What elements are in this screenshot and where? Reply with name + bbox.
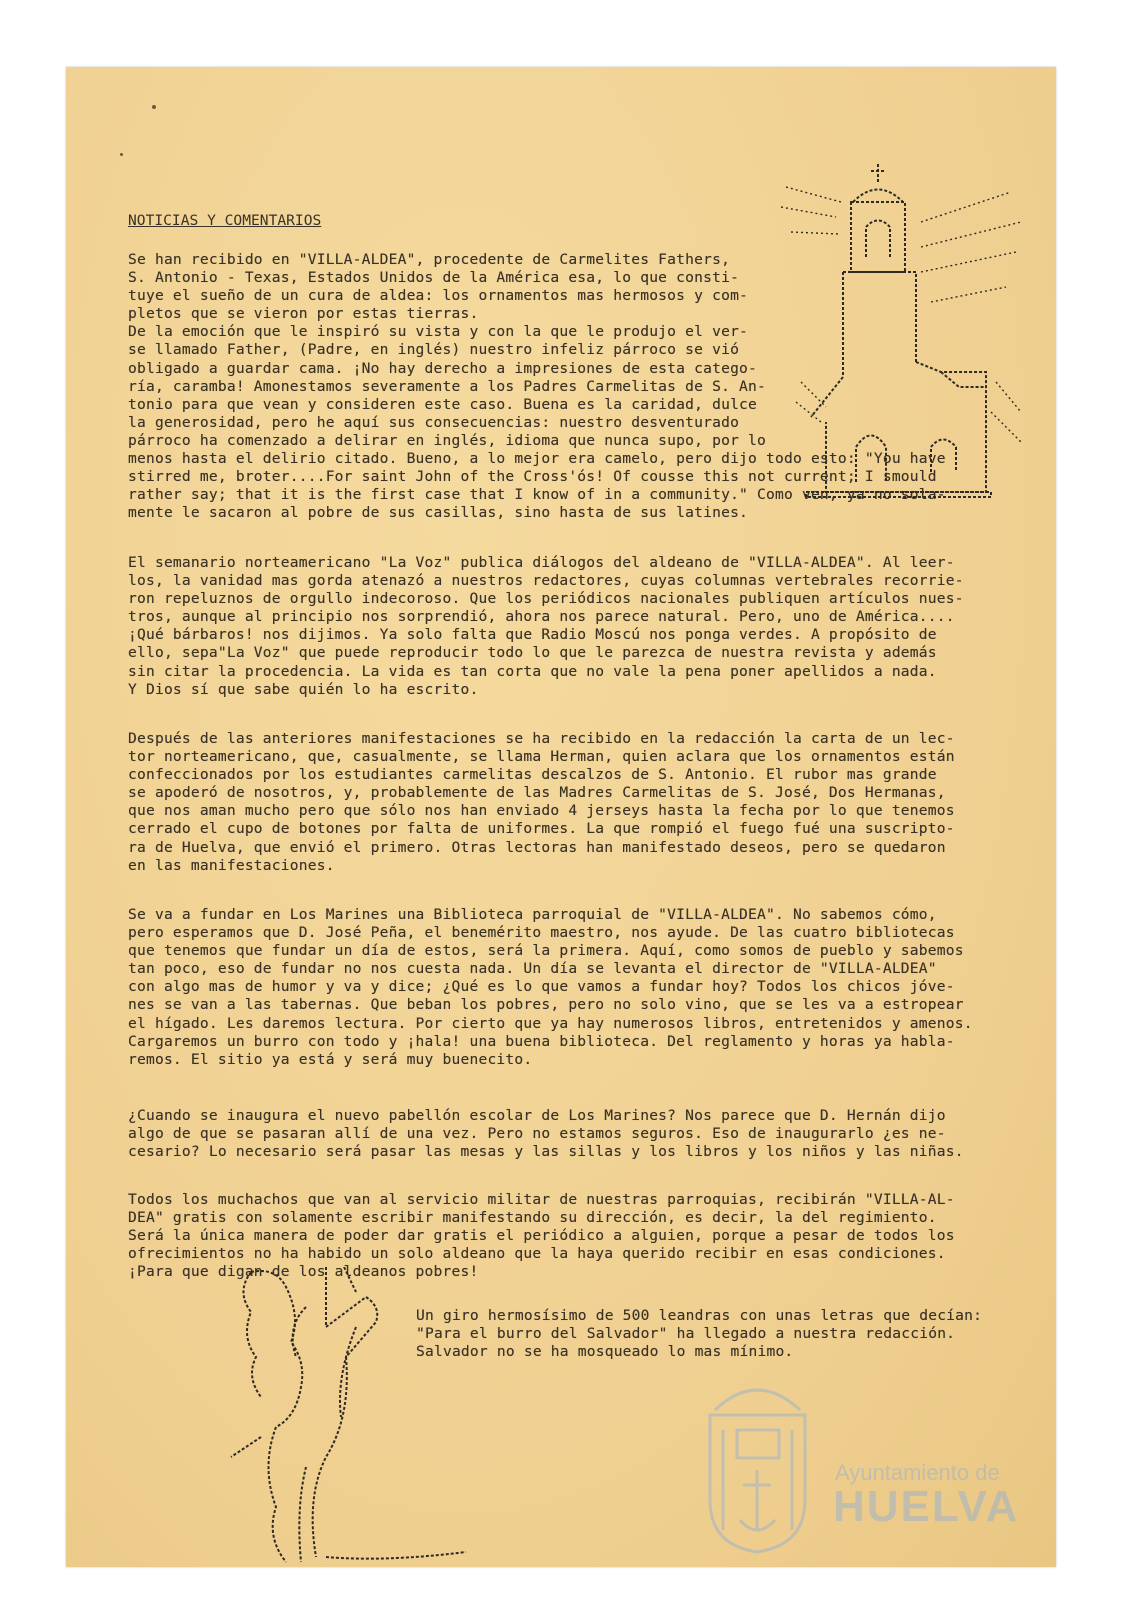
watermark: [695, 1370, 1025, 1560]
paragraph-school-pavilion: ¿Cuando se inaugura el nuevo pabellón escolar de Los Marines? Nos parece que D. Hernán dijo algo de que se pasaran allí de una vez. Pero no estamos seguros. Eso de inaugurarlo ¿es ne- cesario? Lo necesario será pasar las mesas y las sillas y los libros y los niños y las niñas.: [128, 1107, 964, 1161]
coat-of-arms-icon: [695, 1370, 820, 1555]
paragraph-library: Se va a fundar en Los Marines una Biblioteca parroquial de "VILLA-ALDEA". No sabemos cómo, pero esperamos que D. José Peña, el benemérito maestro, nos ayude. De las cuatro bibliotecas que tenemos que fundar un día de estos, será la primera. Aquí, como somos de pueblo y sabemos tan poco, eso de fundar no nos cuesta nada. Un día se levanta el director de "VILLA-ALDEA" con algo mas de humor y va y dice; ¿Qué es lo que vamos a fundar hoy? Todos los chicos jóve- nes se van a las tabernas. Que beban los pobres, pero no solo vino, que se les va a estropear el hígado. Les daremos lectura. Por cierto que ya hay numerosos libros, entretenidos y amenos. Cargaremos un burro con todo y ¡hala! una buena biblioteca. Del reglamento y horas ya habla- remos. El sitio ya está y será muy buenecito.: [128, 906, 973, 1068]
paragraph-herman-letter: Después de las anteriores manifestaciones se ha recibido en la redacción la carta de un lec- tor norteamericano, que, casualmente, se llama Herman, quien aclara que los ornamentos están confeccionados por los estudiantes carmelitas descalzos de S. Antonio. El rubor mas grande se apoderó de nosotros, y, probablemente de las Madres Carmelitas de S. José, Dos Hermanas, que nos aman mucho pero que sólo nos han enviado 4 jerseys hasta la fecha por lo que tenemos cerrado el cupo de botones por falta de uniformes. La que rompió el fuego fué una suscripto- ra de Huelva, que envió el primero. Otras lectoras han manifestado deseos, pero se quedaron en las manifestaciones.: [128, 730, 955, 874]
watermark-line2: HUELVA: [833, 1482, 1020, 1531]
paragraph-military-service: Todos los muchachos que van al servicio militar de nuestras parroquias, recibirán "VILLA-AL- DEA" gratis con solamente escribir manifestando su dirección, es decir, la del regimiento. Será la única manera de poder dar gratis el periódico a alguien, porque a pesar de todos los ofrecimientos no ha habido un solo aldeano que la haya querido recibir en esas condiciones. ¡Para que digan de los aldeanos pobres!: [128, 1191, 955, 1281]
paragraph-la-voz: El semanario norteamericano "La Voz" publica diálogos del aldeano de "VILLA-ALDEA". Al leer- los, la vanidad mas gorda atenazó a nuestros redactores, cuyas columnas vertebrales recorrie- ron repeluznos de orgullo indecoroso. Que los periódicos nacionales publiquen artículos nues- tros, aunque al principio nos sorprendió, ahora nos parece natural. Pero, uno de América.... ¡Qué bárbaros! nos dijimos. Ya solo falta que Radio Moscú nos ponga verdes. A propósito de ello, sepa"La Voz" que puede reproducir todo lo que le parezca de nuestra revista y además sin citar la procedencia. La vida es tan corta que no vale la pena poner apellidos a nada. Y Dios sí que sabe quién lo ha escrito.: [128, 554, 964, 698]
ink-speck: [152, 105, 156, 109]
donkey-illustration: [206, 1267, 486, 1567]
paragraph-ornaments: Se han recibido en "VILLA-ALDEA", procedente de Carmelites Fathers, S. Antonio - Texas, Estados Unidos de la América esa, lo que consti- tuye el sueño de un cura de aldea: los ornamentos mas hermosos y com- pletos que se vieron por estas tierras. De la emoción que le inspiró su vista y con la que le produjo el ver- se llamado Father, (Padre, en inglés) nuestro infeliz párroco se vió obligado a guardar cama. ¡No hay derecho a impresiones de esta catego- ría, caramba! Amonestamos severamente a los Padres Carmelitas de S. An- tonio para que vean y consideren este caso. Buena es la caridad, dulce la generosidad, pero he aquí sus consecuencias: nuestro desventurado párroco ha comenzado a delirar en inglés, idioma que nunca supo, por lo menos hasta el delirio citado. Bueno, a lo mejor era camelo, pero dijo todo esto: "You have stirred me, broter....For saint John of the Cross'ós! Of cousse this not current; I smould rather say; that it is the first case that I know of in a community." Como ven, ya no sola- mente le sacaron al pobre de sus casillas, sino hasta de sus latines.: [128, 251, 946, 522]
watermark-line1: Ayuntamiento de: [835, 1460, 1000, 1485]
ink-speck: [120, 153, 123, 156]
newsletter-page: [66, 67, 1056, 1567]
paragraph-donkey-gift: Un giro hermosísimo de 500 leandras con unas letras que decían: "Para el burro del Salvador" ha llegado a nuestra redacción. Salvador no se ha mosqueado lo mas mínimo.: [416, 1307, 983, 1361]
chapel-illustration: [781, 162, 1026, 507]
section-heading: NOTICIAS Y COMENTARIOS: [128, 212, 322, 229]
